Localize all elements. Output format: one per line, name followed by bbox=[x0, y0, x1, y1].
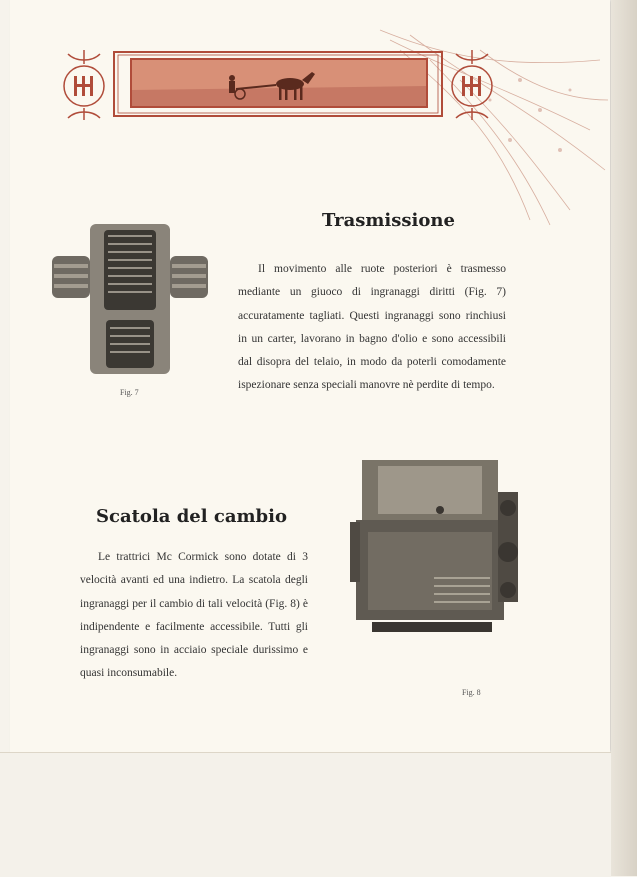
figure-caption-fig8: Fig. 8 bbox=[462, 688, 481, 697]
section-body-scatola: Le trattrici Mc Cormick sono dotate di 3 velocità avanti ed una indietro. La scatola degli ingranaggi per il cambio di tali velocità (Fig. 8) è indipendente e facilmente accessibile. Tutti gli ingranaggi sono in acciaio speciale durissimo e quasi inconsumabile. bbox=[80, 551, 308, 680]
next-page-edge bbox=[611, 0, 637, 876]
section-title-trasmissione: Trasmissione bbox=[322, 210, 455, 231]
section-title-scatola: Scatola del cambio bbox=[96, 506, 287, 527]
ploughing-scene-image bbox=[130, 58, 428, 108]
gearbox-photo bbox=[348, 452, 522, 640]
ihc-logo-right bbox=[436, 46, 508, 122]
ihc-logo-left bbox=[48, 46, 120, 122]
transmission-gear-photo bbox=[46, 216, 214, 380]
horse-plough-illustration bbox=[132, 60, 426, 106]
figure-caption-fig7: Fig. 7 bbox=[120, 388, 139, 397]
section-body-trasmissione: Il movimento alle ruote posteriori è trasmesso mediante un giuoco di ingranaggi diritti (Fig. 7) accuratamente tagliati. Questi ingranaggi sono rinchiusi in un carter, lavorano in bagno d'olio e sono accessibili dal disopra del telaio, in modo da poterli comodamente ispezionare senza speciali manovre nè perdite di tempo. bbox=[238, 263, 506, 392]
background-surface bbox=[0, 752, 611, 877]
header-banner bbox=[42, 46, 514, 122]
